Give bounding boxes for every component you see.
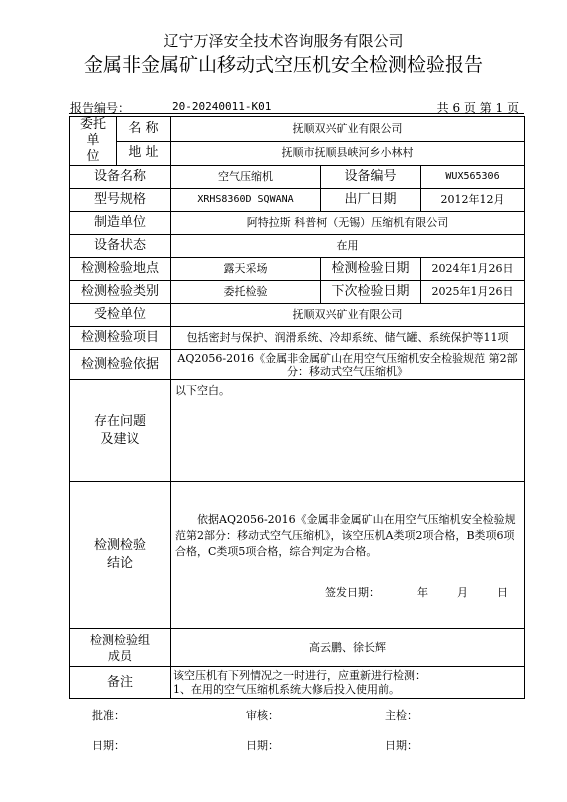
maker-value: 阿特拉斯 科普柯（无锡）压缩机有限公司 [171,212,525,235]
maker-label: 制造单位 [70,212,171,235]
company-name: 辽宁万泽安全技术咨询服务有限公司 [163,32,404,50]
site-value: 露天采场 [171,258,321,281]
issues-label [70,380,171,482]
category-value: 委托检验 [171,281,321,304]
sign-date [175,586,520,600]
client-address-value: 抚顺市抚顺县峡河乡小林村 [171,141,525,166]
device-name-value: 空气压缩机 [171,166,321,189]
remark-value [171,667,525,699]
basis-value [171,350,525,380]
row-client-name [70,117,525,142]
conclusion-label-line-1: 检测检验 [93,538,146,553]
row-remark [70,667,525,699]
conclusion-label-line-2: 结论 [106,556,133,571]
client-label-b: 单 [86,133,100,148]
header-rule [69,113,524,114]
row-model [70,189,525,212]
conclusion-text: 依据AQ2056-2016《金属非金属矿山在用空气压缩机安全检验规范第2部分：移动式空气压缩机》，该空压机A类项2项合格，B类项6项合格，C类项5项合格，综合判定为合格。 [175,513,516,558]
row-items [70,327,525,350]
remark-line-2: 1、在用的空气压缩机系统大修后投入使用前。 [173,682,400,696]
category-label: 检测检验类别 [70,281,171,304]
basis-value-line-2: 分：移动式空气压缩机》 [287,364,408,378]
device-no-value: WUX565306 [421,166,525,189]
members-label [70,629,171,667]
model-label: 型号规格 [70,189,171,212]
remark-line-1: 该空压机有下列情况之一时进行，应重新进行检测： [173,668,426,682]
members-value: 高云鹏、徐长辉 [171,629,525,667]
status-value: 在用 [171,235,525,258]
members-label-line-2: 成员 [107,648,132,663]
status-label: 设备状态 [70,235,171,258]
client-label [70,117,117,166]
row-status [70,235,525,258]
client-label-a: 委托 [79,117,106,132]
conclusion-label [70,482,171,629]
row-device [70,166,525,189]
check-label: 主检： [385,709,418,722]
next-date-value: 2025年1月26日 [421,281,525,304]
mfg-date-label: 出厂日期 [321,189,421,212]
approve-label: 批准： [92,709,125,722]
site-label: 检测检验地点 [70,258,171,281]
address-label: 地 址 [117,141,171,166]
row-category [70,281,525,304]
device-no-label: 设备编号 [321,166,421,189]
report-table [69,116,525,699]
row-maker [70,212,525,235]
page-count: 共 6 页 第 1 页 [436,101,519,115]
test-date-label: 检测检验日期 [321,258,421,281]
issues-value: 以下空白。 [171,380,525,482]
inspected-label: 受检单位 [70,304,171,327]
row-inspected [70,304,525,327]
client-name-value: 抚顺双兴矿业有限公司 [171,117,525,142]
sign-month: 月 [457,586,469,599]
row-conclusion [70,482,525,629]
device-name-label: 设备名称 [70,166,171,189]
check-date-label: 日期： [385,739,418,752]
report-title: 金属非金属矿山移动式空压机安全检测检验报告 [83,54,483,76]
members-label-line-1: 检测检验组 [89,632,150,647]
name-label: 名 称 [117,117,171,142]
items-value: 包括密封与保护、润滑系统、冷却系统、储气罐、系统保护等11项 [171,327,525,350]
sign-year: 年 [417,586,429,599]
sign-date-label: 签发日期： [325,586,381,599]
next-date-label: 下次检验日期 [321,281,421,304]
review-date-label: 日期： [246,739,279,752]
sign-day: 日 [497,586,509,599]
basis-label: 检测检验依据 [70,350,171,380]
conclusion-cell [171,482,525,629]
row-basis [70,350,525,380]
model-value: XRHS8360D SQWANA [171,189,321,212]
report-no-label: 报告编号： [70,101,131,115]
row-site [70,258,525,281]
issues-label-line-2: 及建议 [100,431,140,447]
row-members [70,629,525,667]
client-label-c: 位 [86,149,100,164]
items-label: 检测检验项目 [70,327,171,350]
report-no-value: 20-20240011-K01 [172,100,272,113]
issues-label-line-1: 存在问题 [93,413,146,429]
inspected-value: 抚顺双兴矿业有限公司 [171,304,525,327]
basis-value-line-1: AQ2056-2016《金属非金属矿山在用空气压缩机安全检验规范 第2部 [177,351,518,365]
row-client-address [70,141,525,166]
mfg-date-value: 2012年12月 [421,189,525,212]
test-date-value: 2024年1月26日 [421,258,525,281]
approve-date-label: 日期： [92,739,125,752]
review-label: 审核： [246,709,279,722]
row-issues [70,380,525,482]
remark-label: 备注 [70,667,171,699]
